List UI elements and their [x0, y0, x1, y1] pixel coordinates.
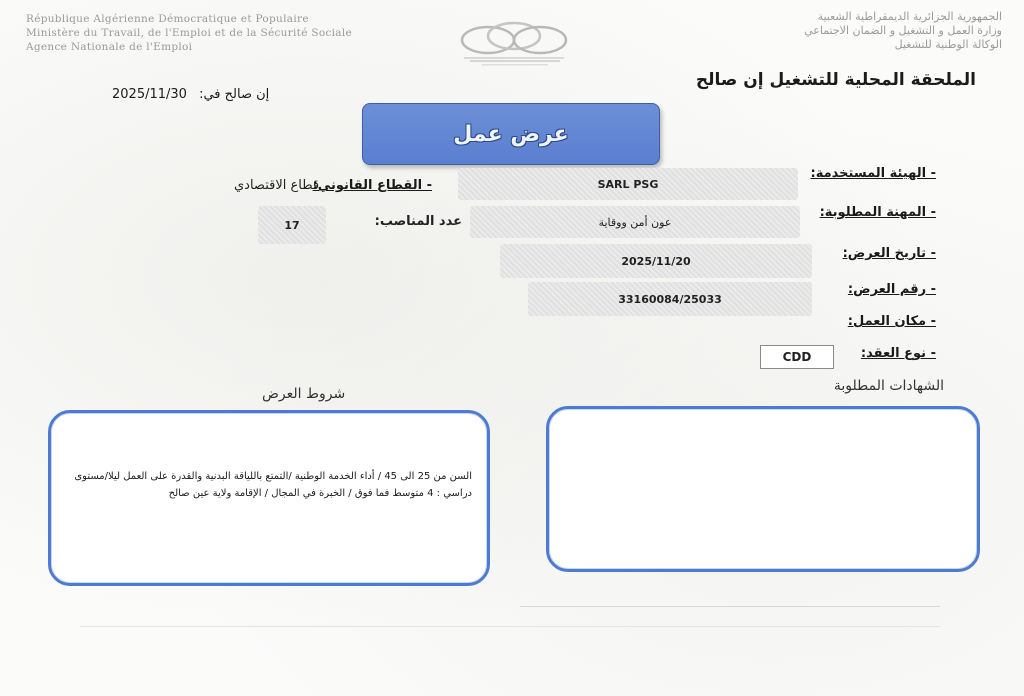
contract-type-value: CDD	[760, 345, 834, 369]
offer-date-label: - تاريخ العرض:	[842, 246, 936, 261]
legal-sector-label: - القطاع القانوني:	[312, 178, 432, 193]
footer-divider-2	[80, 626, 940, 627]
diplomas-panel	[546, 406, 980, 572]
employer-label: - الهيئة المستخدمة:	[810, 166, 936, 181]
profession-label: - المهنة المطلوبة:	[819, 205, 936, 220]
header-ar-line-1: الجمهورية الجزائرية الديمقراطية الشعبية	[817, 10, 1002, 23]
offer-number-label: - رقم العرض:	[847, 282, 936, 297]
profession-value: عون أمن ووقاية	[470, 206, 800, 238]
header-french-block	[26, 12, 406, 54]
issue-place-label: إن صالح في:	[199, 87, 270, 102]
conditions-section-title: شروط العرض	[262, 386, 346, 402]
contract-type-label: - نوع العقد:	[860, 346, 936, 361]
header-fr-line-3: Agence Nationale de l'Emploi	[26, 41, 193, 53]
employer-value: SARL PSG	[458, 168, 798, 200]
job-offer-title: عرض عمل	[453, 121, 569, 147]
offer-number-value: 33160084/25033	[528, 282, 812, 316]
diplomas-section-title: الشهادات المطلوبة	[833, 378, 944, 394]
header-fr-line-2: Ministère du Travail, de l'Emploi et de la Sécurité Sociale	[26, 27, 353, 39]
positions-label: عدد المناصب:	[374, 214, 462, 229]
agency-branch-title: الملحقة المحلية للتشغيل إن صالح	[695, 70, 976, 90]
header-fr-line-1: République Algérienne Démocratique et Populaire	[26, 13, 309, 25]
work-place-label: - مكان العمل:	[847, 314, 936, 329]
footer-divider-1	[520, 606, 940, 607]
header-ar-line-3: الوكالة الوطنية للتشغيل	[894, 38, 1002, 51]
issue-date-line	[112, 87, 269, 102]
legal-sector-value: قطاع الاقتصادي	[234, 178, 320, 193]
logo-caption	[470, 58, 560, 66]
job-offer-banner	[362, 103, 660, 165]
header-ar-line-2: وزارة العمل و التشغيل و الضمان الاجتماعي	[804, 24, 1002, 37]
positions-value: 17	[258, 206, 326, 244]
header-arabic-block	[572, 10, 1002, 52]
conditions-text: السن من 25 الى 45 / أداء الخدمة الوطنية /التمتع باللياقة البدنية والقدرة على العمل ليلا/مستوى دراسي : 4 متوسط فما فوق / الخبرة في المجال / الإقامة ولاية عين صالح	[74, 471, 472, 499]
offer-date-value: 2025/11/20	[500, 244, 812, 278]
issue-date-value: 2025/11/30	[112, 87, 187, 102]
